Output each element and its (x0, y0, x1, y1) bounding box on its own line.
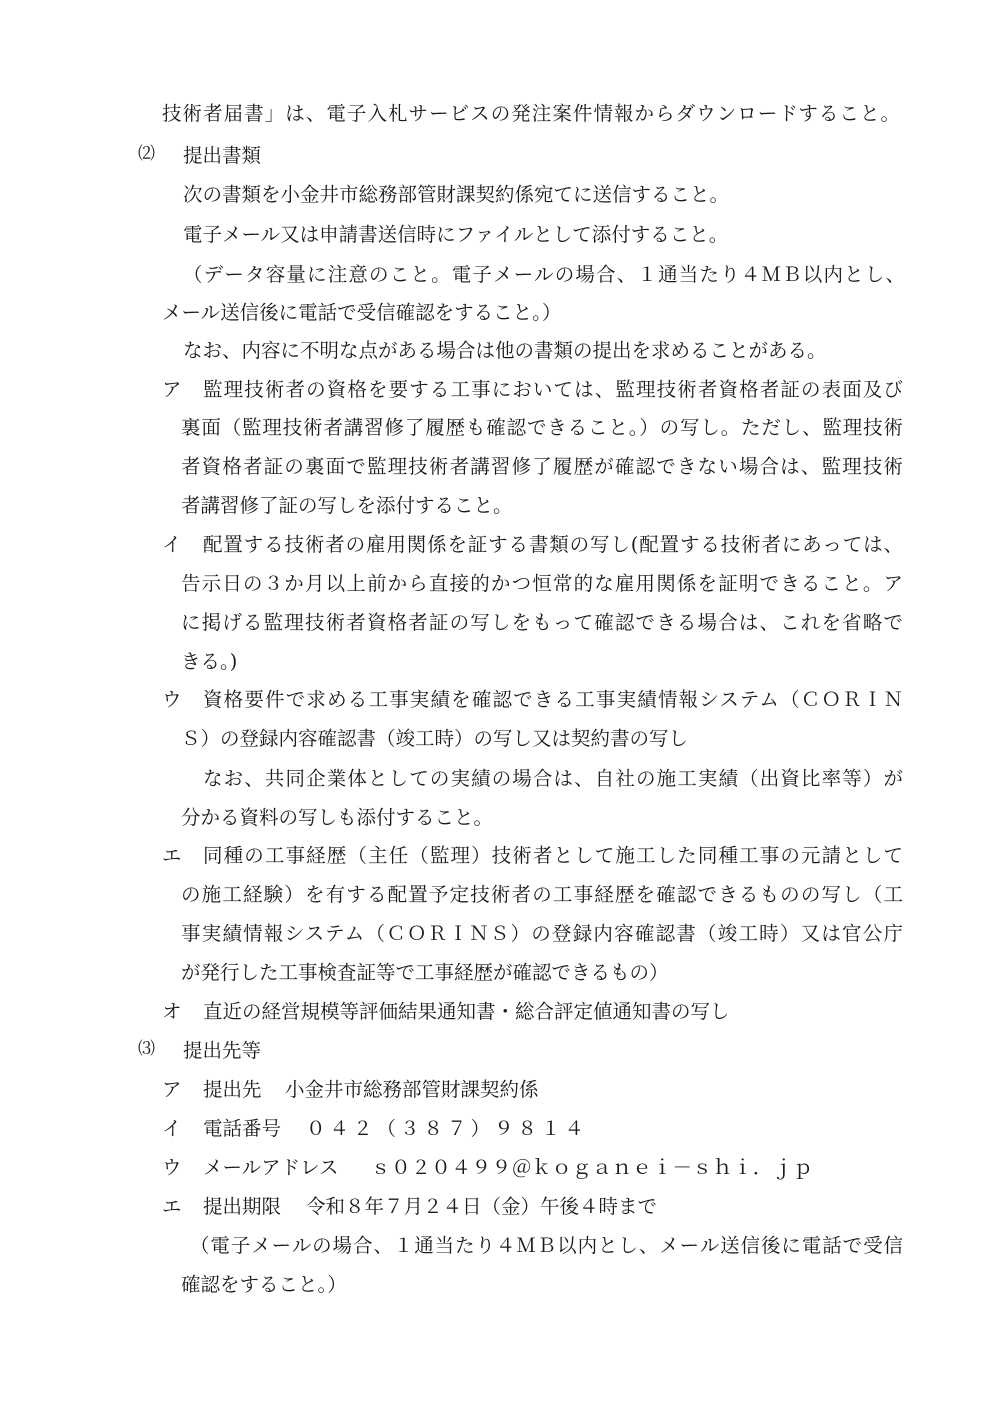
item-line: 同種の工事経歴（主任（監理）技術者として施工した同種工事の元請として (203, 844, 903, 867)
item-marker: イ (162, 533, 182, 556)
paragraph: 電子メール又は申請書送信時にファイルとして添付すること。 (183, 223, 729, 246)
item-label: メールアドレス (203, 1156, 339, 1179)
phone-number: ０４２（３８７）９８１４ (306, 1117, 589, 1140)
item-line: なお、共同企業体としての実績の場合は、自社の施工実績（出資比率等）が (203, 767, 903, 790)
item-line: 者資格者証の裏面で監理技術者講習修了履歴が確認できない場合は、監理技術 (181, 455, 903, 478)
item-marker: ウ (162, 1156, 182, 1179)
item-line: 資格要件で求める工事実績を確認できる工事実績情報システム（ＣＯＲＩＮ (203, 688, 903, 711)
note-line: （電子メールの場合、１通当たり４ＭＢ以内とし、メール送信後に電話で受信 (190, 1234, 903, 1257)
section-number: ⑶ (138, 1039, 155, 1059)
item-line: 監理技術者の資格を要する工事においては、監理技術者資格者証の表面及び (203, 378, 903, 401)
note-line: 確認をすること。） (181, 1273, 347, 1296)
section-number: ⑵ (138, 144, 155, 164)
item-line: に掲げる監理技術者資格者証の写しをもって確認できる場合は、これを省略で (181, 611, 903, 634)
item-line: 直近の経営規模等評価結果通知書・総合評定値通知書の写し (203, 1000, 730, 1023)
email-address: ｓ０２０４９９＠ｋｏｇａｎｅｉ－ｓｈｉ．ｊｐ (371, 1156, 814, 1179)
section-heading: 提出先等 (183, 1039, 262, 1062)
paragraph: 次の書類を小金井市総務部管財課契約係宛てに送信すること。 (183, 183, 730, 206)
item-line: 事実績情報システム（ＣＯＲＩＮＳ）の登録内容確認書（竣工時）又は官公庁 (181, 922, 903, 945)
item-marker: ア (162, 1078, 182, 1101)
section-heading: 提出書類 (183, 144, 262, 167)
item-label: 提出先 (203, 1078, 262, 1101)
item-line: が発行した工事検査証等で工事経歴が確認できるもの） (181, 961, 669, 984)
item-line: きる。) (181, 650, 238, 673)
item-line: 配置する技術者の雇用関係を証する書類の写し(配置する技術者にあっては、 (203, 533, 903, 556)
item-line: 分かる資料の写しも添付すること。 (181, 806, 494, 829)
item-marker: ア (162, 378, 182, 401)
paragraph: メール送信後に電話で受信確認をすること。） (162, 301, 562, 324)
item-line: Ｓ）の登録内容確認書（竣工時）の写し又は契約書の写し (181, 727, 689, 750)
item-label: 電話番号 (203, 1117, 282, 1140)
item-line: の施工経験）を有する配置予定技術者の工事経歴を確認できるものの写し（工 (181, 883, 903, 906)
item-line: 者講習修了証の写しを添付すること。 (181, 494, 513, 517)
item-line: 裏面（監理技術者講習修了履歴も確認できること。）の写し。ただし、監理技術 (181, 416, 903, 439)
item-marker: オ (162, 1000, 182, 1023)
item-line: 告示日の３か月以上前から直接的かつ恒常的な雇用関係を証明できること。ア (181, 572, 903, 595)
item-marker: エ (162, 1195, 182, 1218)
intro-continuation: 技術者届書」は、電子入札サービスの発注案件情報からダウンロードすること。 (162, 102, 900, 125)
item-marker: イ (162, 1117, 182, 1140)
paragraph: （データ容量に注意のこと。電子メールの場合、１通当たり４ＭＢ以内とし、 (183, 263, 905, 286)
item-value: 小金井市総務部管財課契約係 (285, 1078, 539, 1101)
item-marker: ウ (162, 688, 182, 711)
item-label: 提出期限 (203, 1195, 282, 1218)
paragraph: なお、内容に不明な点がある場合は他の書類の提出を求めることがある。 (183, 339, 827, 362)
deadline: 令和８年７月２４日（金）午後４時まで (306, 1195, 658, 1218)
item-marker: エ (162, 844, 182, 867)
